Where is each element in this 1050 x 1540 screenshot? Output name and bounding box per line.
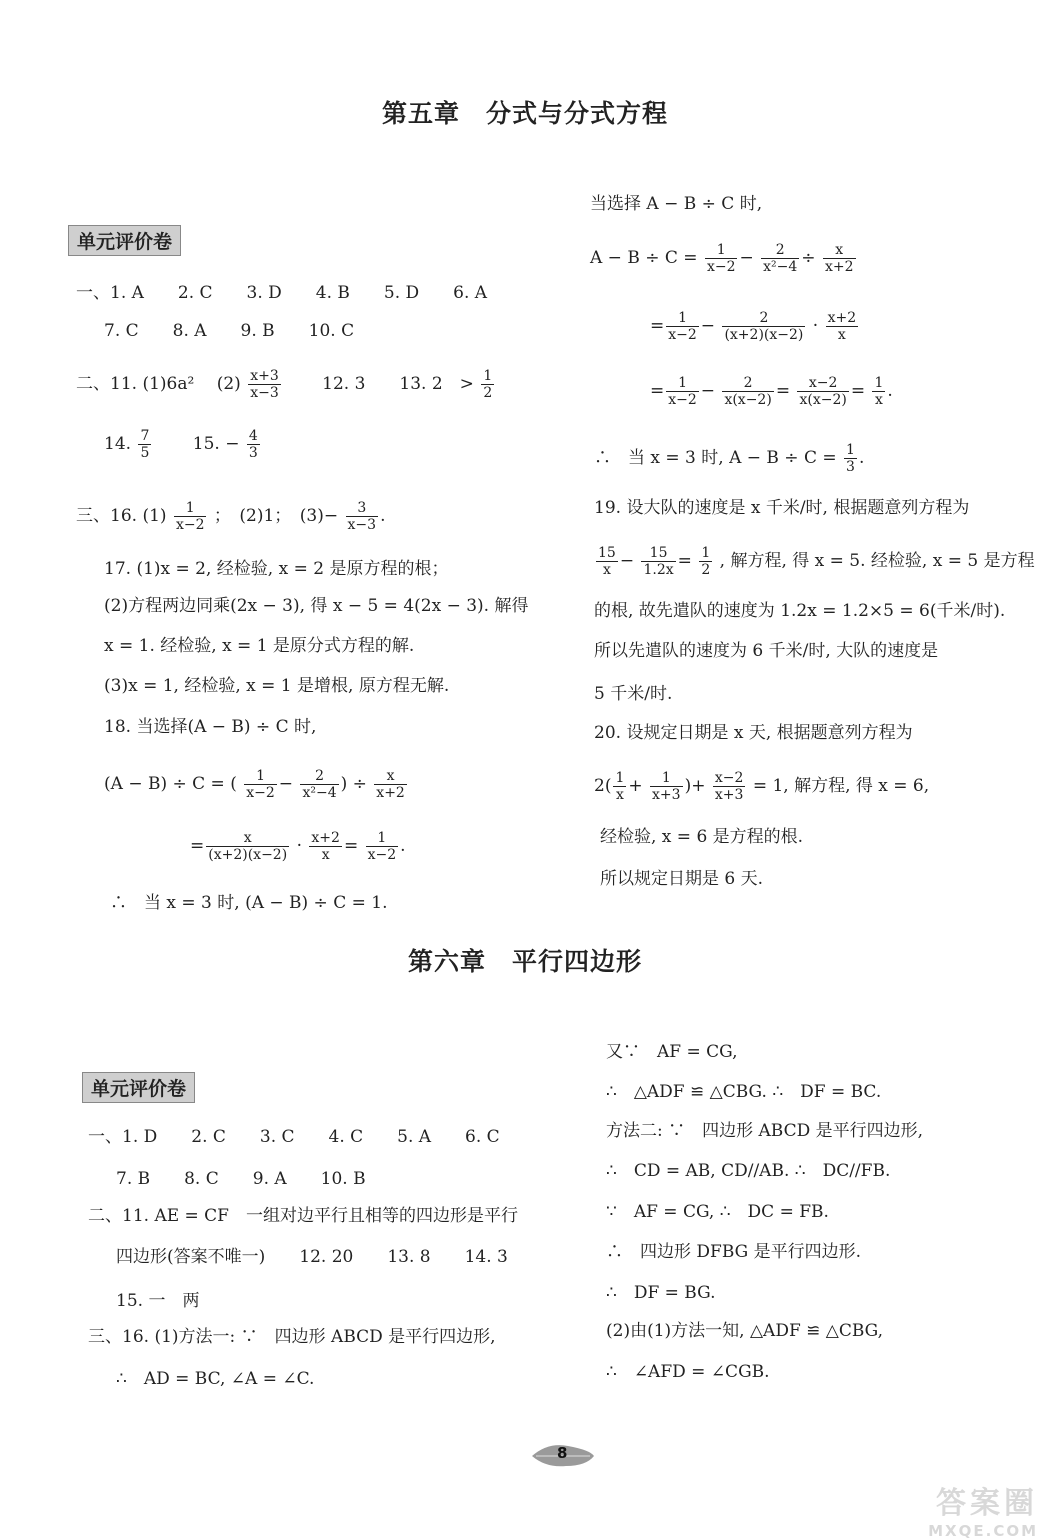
ch6-q15: 15. 一 两: [116, 1291, 200, 1311]
ch5-q19-line1: 19. 设大队的速度是 x 千米/时, 根据题意列方程为: [594, 498, 970, 518]
ch5-q14-15: 14. $\frac{7}{5}$ 15. − $\frac{4}{3}$: [104, 428, 258, 461]
ch6-q16-line2: ∴ AD = BC, ∠A = ∠C.: [116, 1369, 315, 1389]
fraction: $\frac{1}{x-2}$: [706, 242, 736, 275]
fraction: $\frac{7}{5}$: [140, 428, 150, 461]
ch6-right-line5: ∵ AF = CG, ∴ DC = FB.: [606, 1202, 829, 1222]
ch6-right-line1: 又∵ AF = CG,: [606, 1042, 738, 1062]
fraction: $\frac{x-2}{x+3}$: [714, 770, 744, 803]
fraction: $\frac{1}{2}$: [483, 368, 493, 401]
ch6-mc-row2: 7. B 8. C 9. A 10. B: [116, 1169, 366, 1189]
page-number: 8: [557, 1444, 568, 1462]
ch6-right-line3: 方法二: ∵ 四边形 ABCD 是平行四边形,: [606, 1121, 924, 1141]
fraction: $\frac{x}{x+2}$: [376, 768, 405, 801]
fraction: $\frac{x}{x+2}$: [824, 242, 854, 275]
unit-eval-badge-ch6: 单元评价卷: [82, 1072, 195, 1103]
ch5-q18-eq2: = $\frac{x}{(x+2)(x-2)}$ · $\frac{x+2}{x}$ = $\frac{1}{x-2}$ .: [190, 830, 406, 863]
fraction: $\frac{x-2}{x(x-2)}$: [799, 375, 847, 408]
ch5-q11-13: 二、11. (1)6a² (2) $\frac{x+3}{x-3}$ 12. 3 13. 2 > $\frac{1}{2}$: [76, 368, 493, 401]
fraction: $\frac{1}{2}$: [701, 545, 711, 578]
ch6-q11-line1: 二、11. AE = CF 一组对边平行且相等的四边形是平行: [88, 1206, 518, 1226]
fraction: $\frac{x}{(x+2)(x-2)}$: [208, 830, 288, 863]
watermark-logo: 答案圈 MXQE.COM: [928, 1486, 1038, 1540]
ch5-q19-eq: $\frac{15}{x}$ − $\frac{15}{1.2x}$ = $\frac{1}{2}$ , 解方程, 得 x = 5. 经检验, x = 5 是方程: [598, 545, 1035, 578]
ch6-right-line2: ∴ △ADF ≌ △CBG. ∴ DF = BC.: [606, 1082, 882, 1102]
fraction: $\frac{1}{x-2}$: [246, 768, 275, 801]
ch5-q17-line4: (3)x = 1, 经检验, x = 1 是增根, 原方程无解.: [104, 676, 450, 696]
unit-eval-badge-ch5: 单元评价卷: [68, 225, 181, 256]
fraction: $\frac{x+3}{x-3}$: [250, 368, 279, 401]
ch5-q18-line1: 18. 当选择(A − B) ÷ C 时,: [104, 717, 317, 737]
ch5-q20-eq: 2( $\frac{1}{x}$ + $\frac{1}{x+3}$ )+ $\frac{x-2}{x+3}$ = 1, 解方程, 得 x = 6,: [594, 770, 930, 803]
page-number-badge: [528, 1440, 598, 1470]
fraction: $\frac{2}{\text{x²−4}}$: [763, 242, 798, 275]
ch6-q11-line2: 四边形(答案不唯一) 12. 20 13. 8 14. 3: [116, 1247, 508, 1267]
ch5-q17-line2: (2)方程两边同乘(2x − 3), 得 x − 5 = 4(2x − 3). 解得: [104, 596, 529, 616]
ch5-q17-line1: 17. (1)x = 2, 经检验, x = 2 是原方程的根；: [104, 559, 449, 579]
fraction: $\frac{1}{x}$: [615, 770, 625, 803]
fraction: $\frac{2}{(x+2)(x-2)}$: [724, 310, 804, 343]
ch5-q16: 三、16. (1) $\frac{1}{x-2}$ ； (2)1； (3)− $\frac{3}{x-3}$ .: [76, 500, 386, 533]
ch5-right-line1: 当选择 A − B ÷ C 时,: [590, 194, 763, 214]
ch6-right-line8: (2)由(1)方法一知, △ADF ≌ △CBG,: [606, 1321, 884, 1341]
ch5-q19-line3: 的根, 故先遣队的速度为 1.2x = 1.2×5 = 6(千米/时).: [594, 601, 1006, 621]
fraction: $\frac{x+2}{x}$: [311, 830, 340, 863]
fraction: $\frac{x+2}{x}$: [827, 310, 857, 343]
fraction: $\frac{1}{x-2}$: [668, 310, 697, 343]
ch6-right-line9: ∴ ∠AFD = ∠CGB.: [606, 1362, 770, 1382]
ch5-q20-line1: 20. 设规定日期是 x 天, 根据题意列方程为: [594, 723, 913, 743]
ch6-right-line7: ∴ DF = BG.: [606, 1283, 716, 1303]
ch5-right-eq2: = $\frac{1}{x-2}$ − $\frac{2}{(x+2)(x-2)}$ · $\frac{x+2}{x}$: [650, 310, 857, 343]
ch6-right-line6: ∴ 四边形 DFBG 是平行四边形.: [606, 1242, 862, 1262]
fraction: $\frac{15}{x}$: [598, 545, 616, 578]
ch5-q17-line3: x = 1. 经检验, x = 1 是原分式方程的解.: [104, 636, 415, 656]
fraction: $\frac{3}{x-3}$: [347, 500, 377, 533]
ch5-q19-line5: 5 千米/时.: [594, 684, 673, 704]
fraction: $\frac{1}{x-2}$: [175, 500, 205, 533]
fraction: $\frac{1}{x}$: [874, 375, 884, 408]
ch5-q18-conclusion: ∴ 当 x = 3 时, (A − B) ÷ C = 1.: [110, 893, 388, 913]
ch6-right-line4: ∴ CD = AB, CD//AB. ∴ DC//FB.: [606, 1161, 891, 1181]
fraction: $\frac{2}{x(x-2)}$: [724, 375, 772, 408]
fraction: $\frac{1}{3}$: [846, 442, 855, 475]
chapter5-title: 第五章 分式与分式方程: [381, 99, 668, 128]
fraction: $\frac{15}{1.2x}$: [643, 545, 674, 578]
ch5-q20-line3: 经检验, x = 6 是方程的根.: [600, 827, 804, 847]
ch5-mc-row1: 一、1. A 2. C 3. D 4. B 5. D 6. A: [76, 283, 488, 303]
ch5-q19-line4: 所以先遣队的速度为 6 千米/时, 大队的速度是: [594, 641, 939, 661]
ch5-right-eq1: A − B ÷ C = $\frac{1}{x-2}$ − $\frac{2}{\text{x²−4}}$ ÷ $\frac{x}{x+2}$: [590, 242, 854, 275]
fraction: $\frac{1}{x-2}$: [367, 830, 397, 863]
ch5-right-conclusion: ∴ 当 x = 3 时, A − B ÷ C = $\frac{1}{3}$ .: [594, 442, 865, 475]
ch5-q18-eq1: (A − B) ÷ C = ( $\frac{1}{x-2}$ − $\frac{2}{\text{x²−4}}$ ) ÷ $\frac{x}{x+2}$: [104, 768, 405, 801]
ch6-mc-row1: 一、1. D 2. C 3. C 4. C 5. A 6. C: [88, 1127, 500, 1147]
ch5-right-eq3: = $\frac{1}{x-2}$ − $\frac{2}{x(x-2)}$ = $\frac{x-2}{x(x-2)}$ = $\frac{1}{x}$ .: [650, 375, 893, 408]
ch5-q20-line4: 所以规定日期是 6 天.: [600, 869, 764, 889]
fraction: $\frac{1}{x+3}$: [652, 770, 681, 803]
ch6-q16-line1: 三、16. (1)方法一: ∵ 四边形 ABCD 是平行四边形,: [88, 1327, 496, 1347]
fraction: $\frac{2}{\text{x²−4}}$: [302, 768, 337, 801]
fraction: $\frac{1}{x-2}$: [668, 375, 697, 408]
ch5-mc-row2: 7. C 8. A 9. B 10. C: [104, 321, 355, 341]
chapter6-title: 第六章 平行四边形: [407, 947, 642, 976]
fraction: $\frac{4}{3}$: [248, 428, 258, 461]
